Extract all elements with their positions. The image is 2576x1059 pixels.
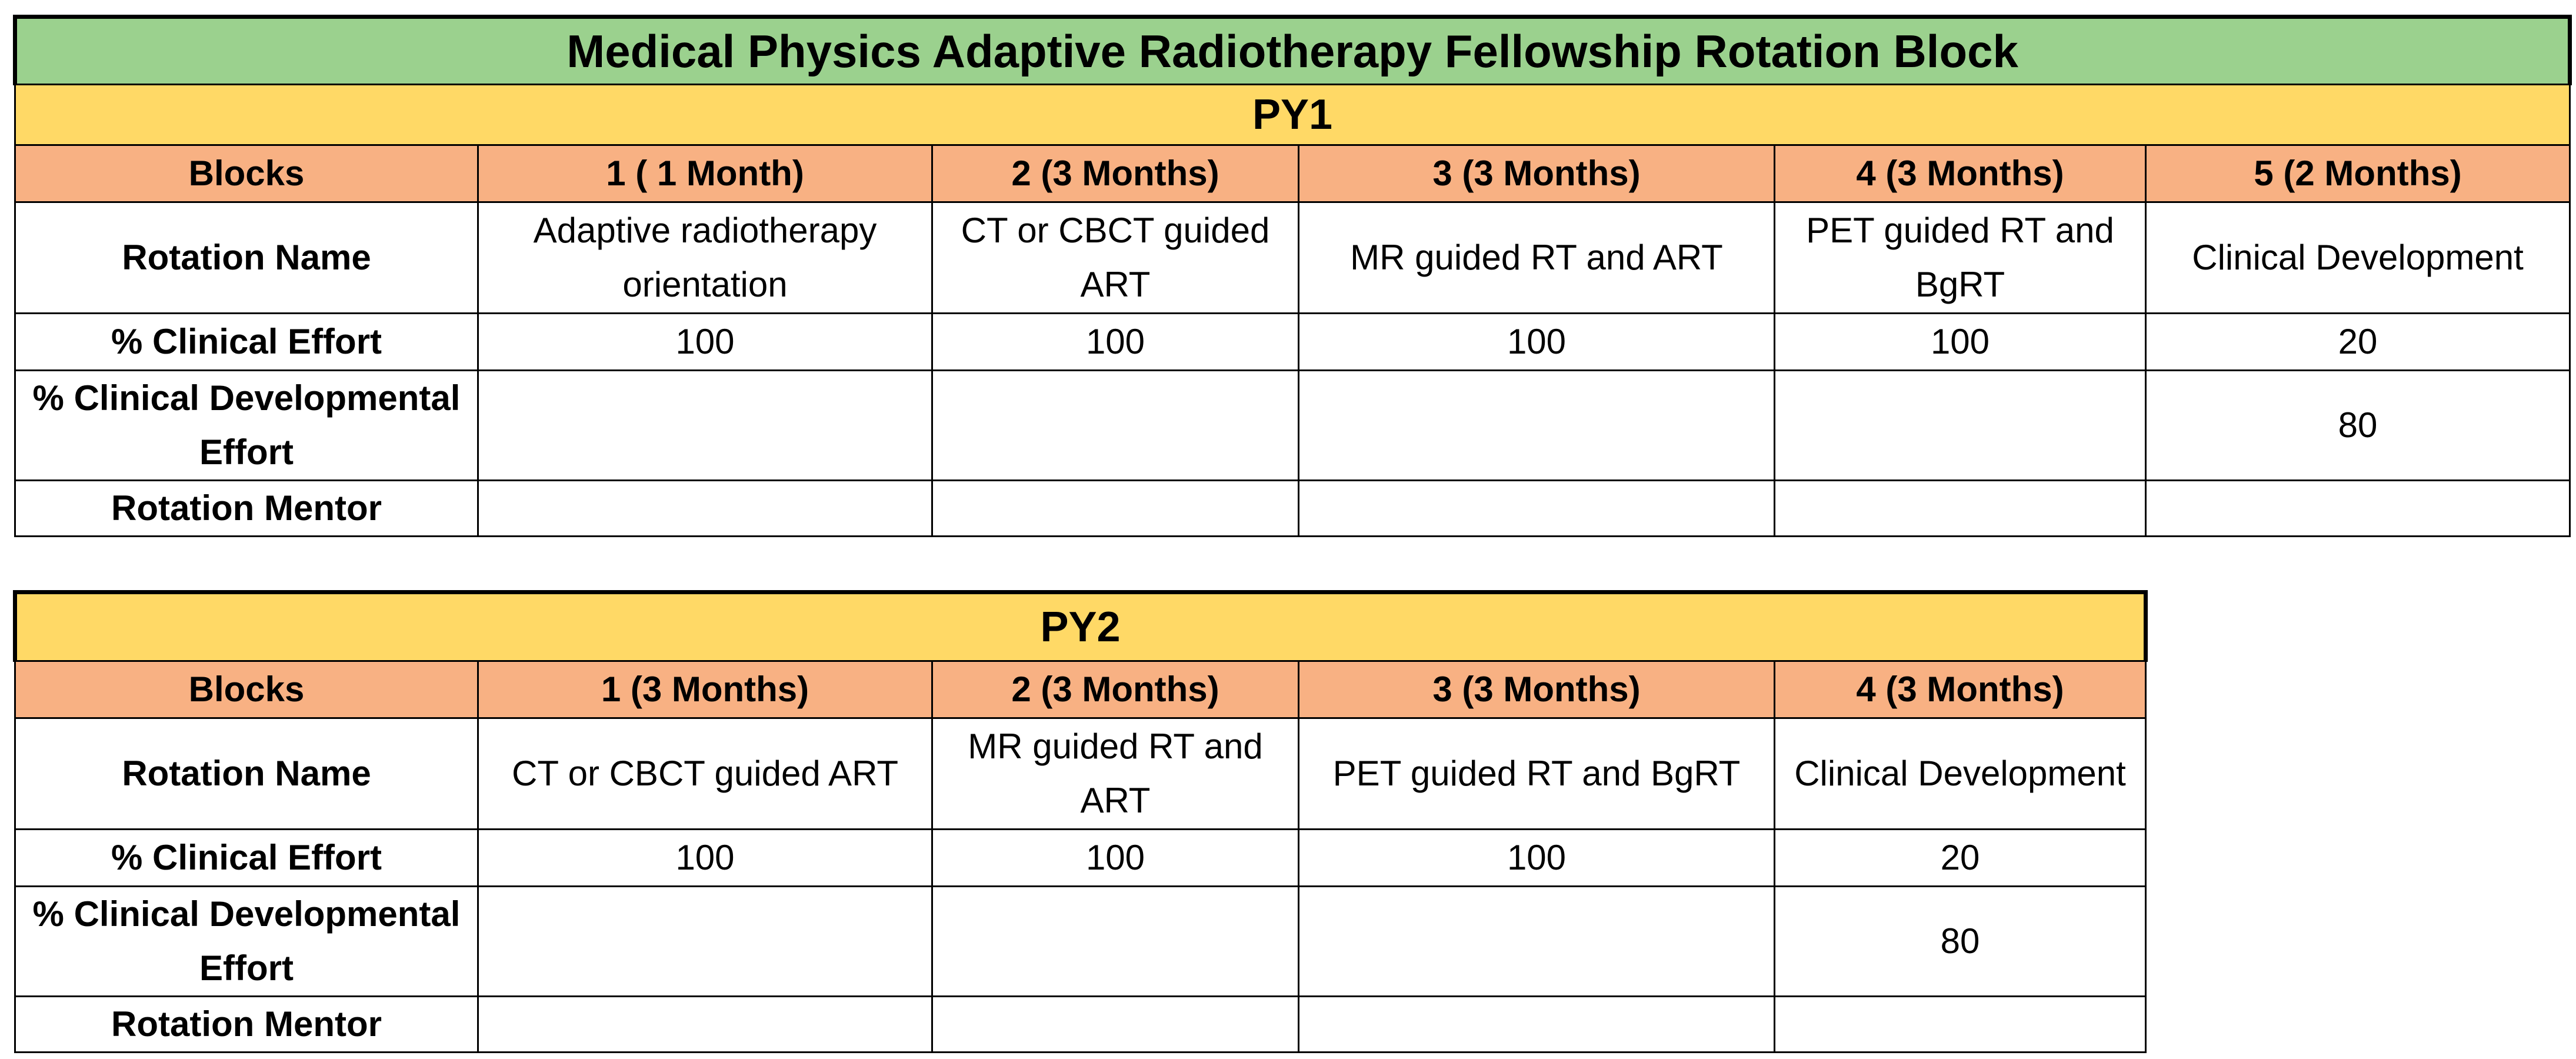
py1-developmental-effort-1	[478, 371, 932, 481]
py2-block-4: 4 (3 Months)	[1775, 661, 2146, 718]
py2-mentor-3	[1299, 997, 1775, 1053]
py2-rotation-name-3: PET guided RT and BgRT	[1299, 718, 1775, 830]
py2-year-row	[15, 592, 2146, 661]
py1-rotation-name-2: CT or CBCT guided ART	[932, 202, 1299, 314]
py1-rotation-table	[13, 15, 2572, 537]
py1-block-4: 4 (3 Months)	[1775, 145, 2146, 202]
py2-mentor-2	[932, 997, 1299, 1053]
py1-clinical-effort-3: 100	[1299, 314, 1775, 371]
py1-developmental-effort-4	[1775, 371, 2146, 481]
py1-block-1: 1 ( 1 Month)	[478, 145, 932, 202]
py2-block-1: 1 (3 Months)	[478, 661, 932, 718]
py2-rotation-name-4: Clinical Development	[1775, 718, 2146, 830]
py2-block-2: 2 (3 Months)	[932, 661, 1299, 718]
page-title: Medical Physics Adaptive Radiotherapy Fellowship Rotation Block	[15, 17, 2570, 85]
py2-mentor-row	[15, 997, 2146, 1053]
py2-developmental-effort-2	[932, 887, 1299, 997]
py2-blocks-label: Blocks	[15, 661, 478, 718]
py1-block-3: 3 (3 Months)	[1299, 145, 1775, 202]
py2-block-3: 3 (3 Months)	[1299, 661, 1775, 718]
py1-rotation-name-label: Rotation Name	[15, 202, 478, 314]
py2-mentor-1	[478, 997, 932, 1053]
py1-clinical-effort-1: 100	[478, 314, 932, 371]
py1-year-label: PY1	[15, 85, 2570, 145]
py2-rotation-name-2: MR guided RT and ART	[932, 718, 1299, 830]
py2-rotation-name-1: CT or CBCT guided ART	[478, 718, 932, 830]
py1-clinical-effort-4: 100	[1775, 314, 2146, 371]
py2-mentor-4	[1775, 997, 2146, 1053]
py1-mentor-row	[15, 481, 2570, 537]
py1-developmental-effort-label: % Clinical Developmental Effort	[15, 371, 478, 481]
py2-developmental-effort-1	[478, 887, 932, 997]
py1-rotation-name-3: MR guided RT and ART	[1299, 202, 1775, 314]
py2-clinical-effort-2: 100	[932, 830, 1299, 887]
py1-mentor-2	[932, 481, 1299, 537]
py1-mentor-label: Rotation Mentor	[15, 481, 478, 537]
py1-developmental-effort-row	[15, 371, 2570, 481]
py2-developmental-effort-3	[1299, 887, 1775, 997]
py1-block-5: 5 (2 Months)	[2146, 145, 2570, 202]
py2-rotation-name-row	[15, 718, 2146, 830]
py2-clinical-effort-3: 100	[1299, 830, 1775, 887]
py1-developmental-effort-2	[932, 371, 1299, 481]
py1-blocks-label: Blocks	[15, 145, 478, 202]
py2-blocks-row	[15, 661, 2146, 718]
py1-blocks-row	[15, 145, 2570, 202]
py2-clinical-effort-4: 20	[1775, 830, 2146, 887]
py1-clinical-effort-label: % Clinical Effort	[15, 314, 478, 371]
py2-year-label: PY2	[15, 592, 2146, 661]
py1-block-2: 2 (3 Months)	[932, 145, 1299, 202]
py1-mentor-5	[2146, 481, 2570, 537]
py1-clinical-effort-5: 20	[2146, 314, 2570, 371]
py1-mentor-4	[1775, 481, 2146, 537]
py1-developmental-effort-5: 80	[2146, 371, 2570, 481]
py2-mentor-label: Rotation Mentor	[15, 997, 478, 1053]
py1-year-row	[15, 85, 2570, 145]
py2-clinical-effort-row	[15, 830, 2146, 887]
py1-rotation-name-5: Clinical Development	[2146, 202, 2570, 314]
py2-rotation-name-label: Rotation Name	[15, 718, 478, 830]
py1-mentor-3	[1299, 481, 1775, 537]
py2-clinical-effort-label: % Clinical Effort	[15, 830, 478, 887]
py1-clinical-effort-2: 100	[932, 314, 1299, 371]
py2-developmental-effort-label: % Clinical Developmental Effort	[15, 887, 478, 997]
py2-developmental-effort-row	[15, 887, 2146, 997]
py2-developmental-effort-4: 80	[1775, 887, 2146, 997]
py2-clinical-effort-1: 100	[478, 830, 932, 887]
py1-rotation-name-row	[15, 202, 2570, 314]
py1-mentor-1	[478, 481, 932, 537]
py1-developmental-effort-3	[1299, 371, 1775, 481]
py1-rotation-name-1: Adaptive radiotherapy orientation	[478, 202, 932, 314]
title-row	[15, 17, 2570, 85]
py1-clinical-effort-row	[15, 314, 2570, 371]
py1-rotation-name-4: PET guided RT and BgRT	[1775, 202, 2146, 314]
py2-rotation-table	[13, 590, 2148, 1053]
